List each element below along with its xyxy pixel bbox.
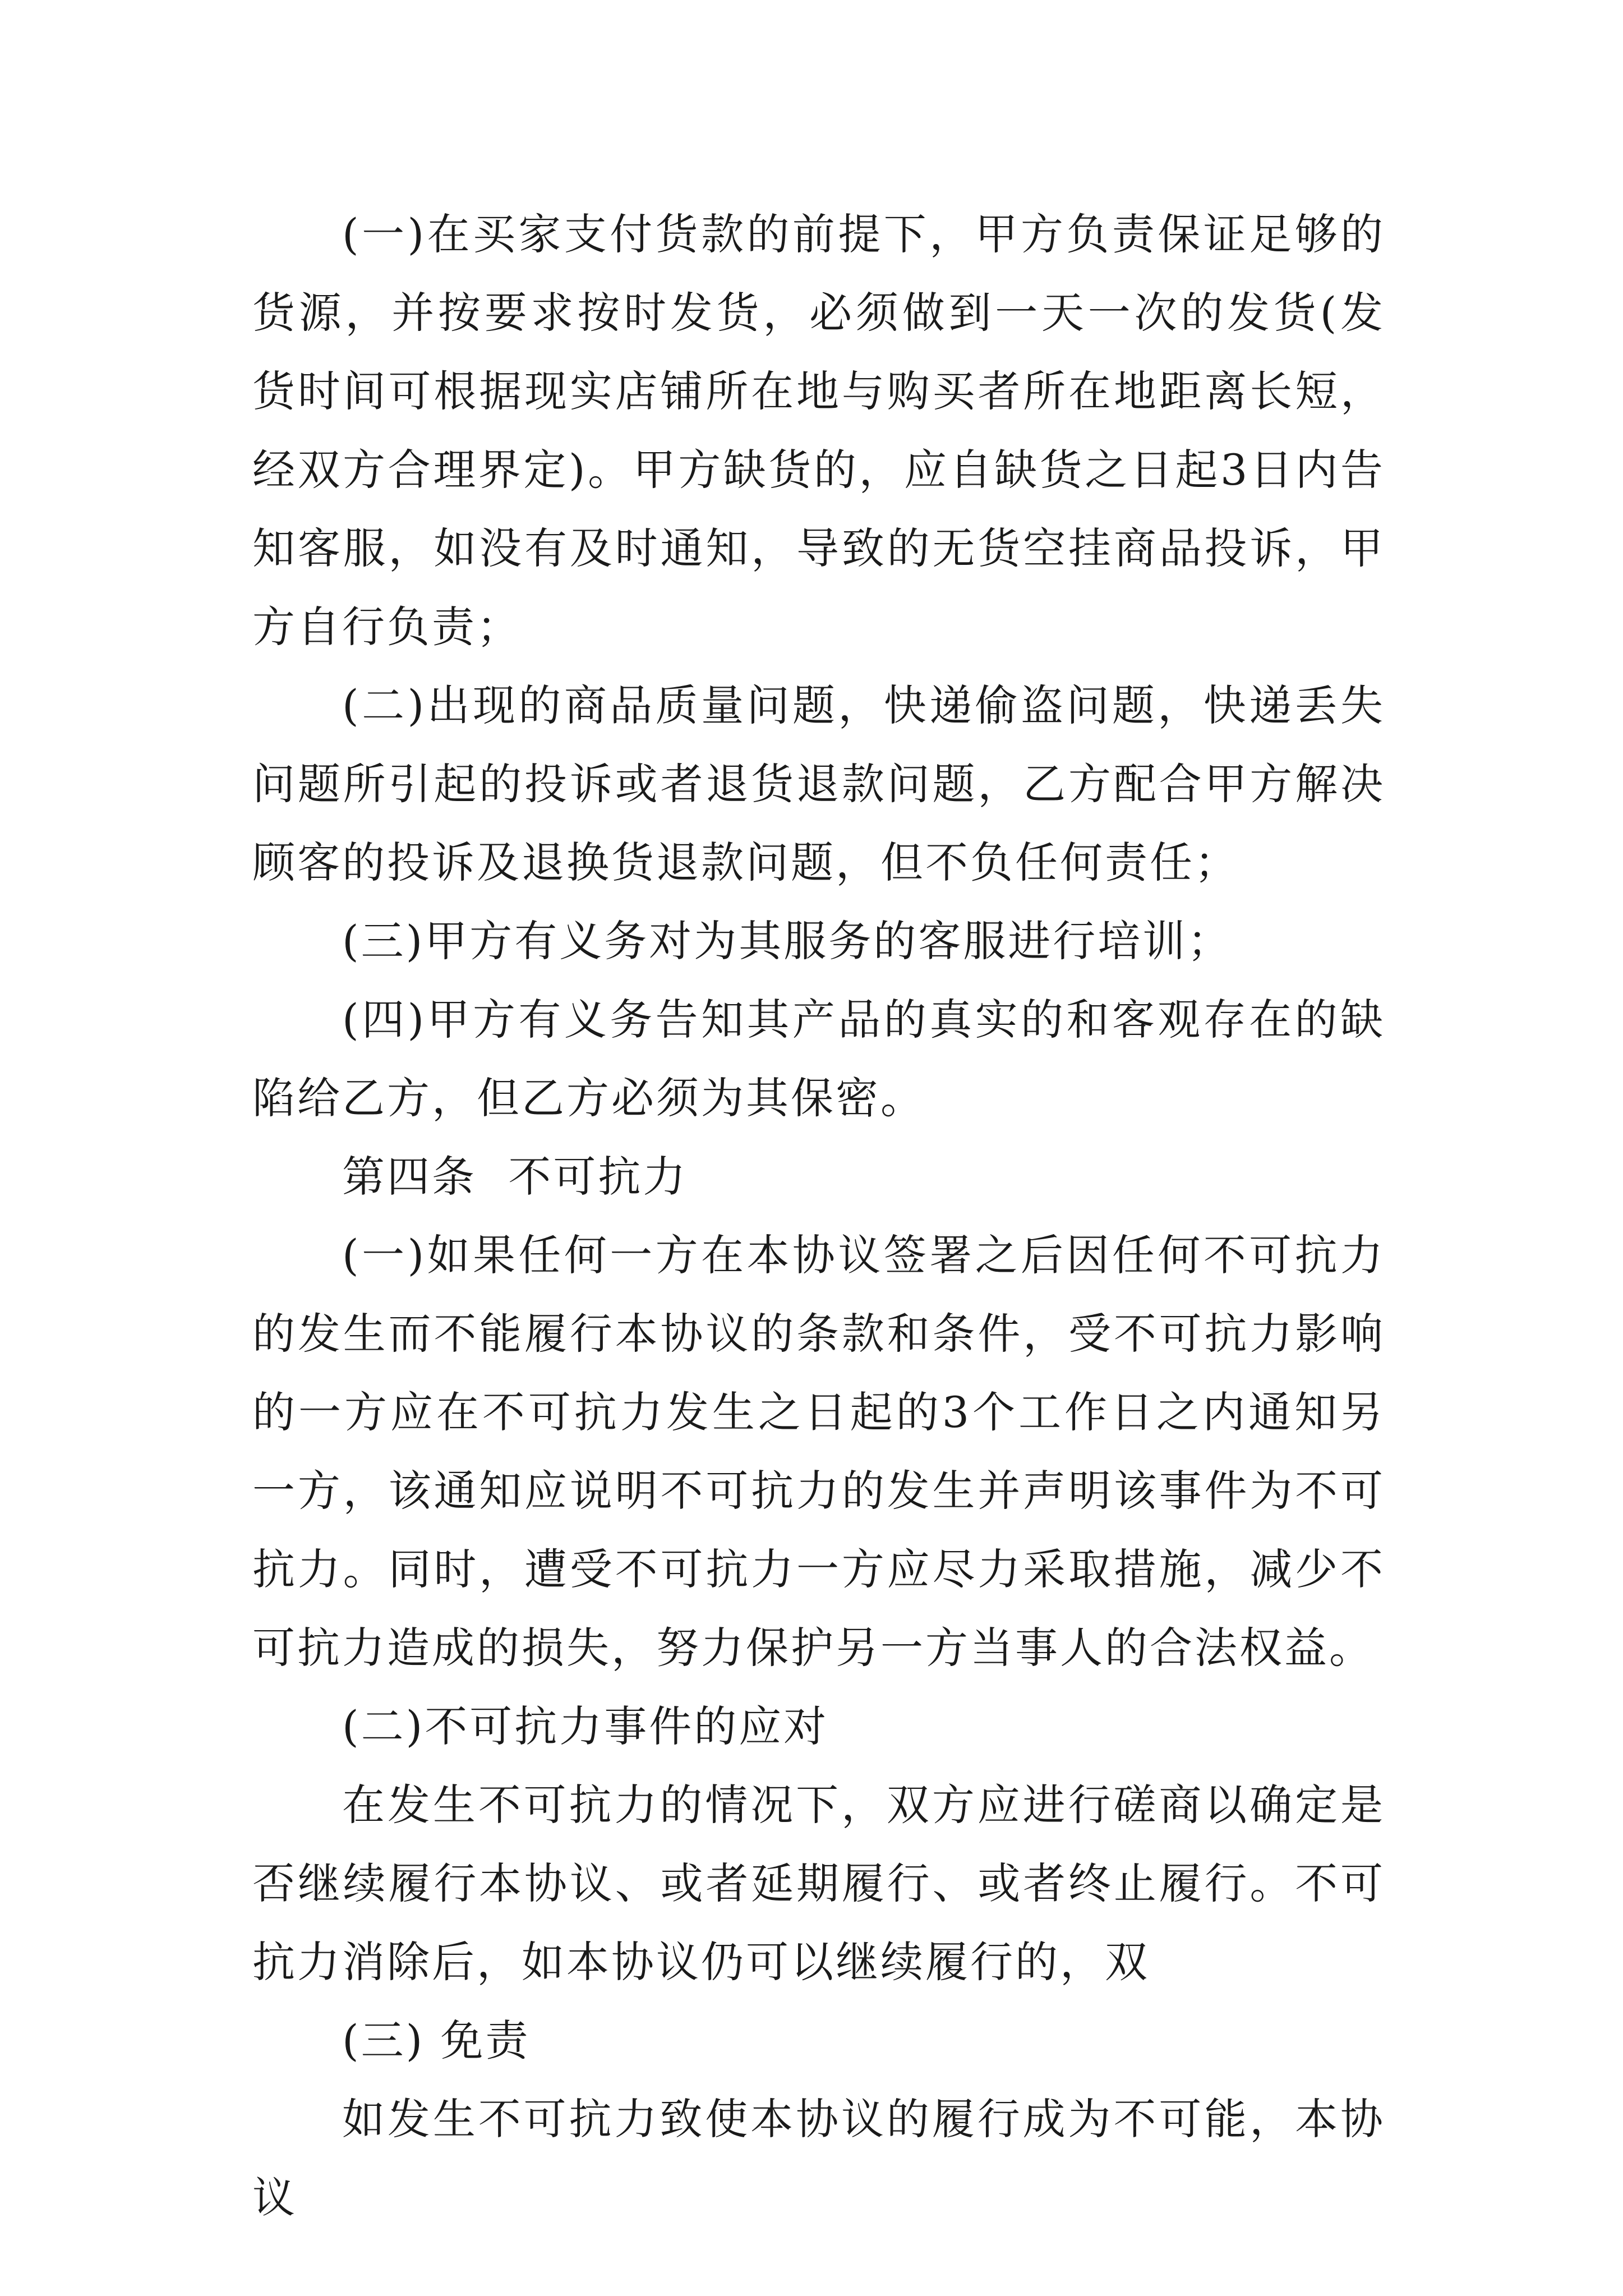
paragraph-seller-obligation-3: (三)甲方有义务对为其服务的客服进行培训； <box>342 916 1233 966</box>
section-heading-force-majeure: 第四条 不可抗力 <box>342 1152 688 1202</box>
subheading-force-majeure-response: (二)不可抗力事件的应对 <box>342 1701 829 1751</box>
paragraph-force-majeure-response: 在发生不可抗力的情况下，双方应进行磋商以确定是否继续履行本协议、或者延期履行、或者终止履行。不可抗力消除后，如本协议仍可以继续履行的，双 <box>252 1780 1385 1987</box>
paragraph-seller-obligation-1: (一)在买家支付货款的前提下，甲方负责保证足够的货源，并按要求按时发货，必须做到一天一次的发货(发货时间可根据现实店铺所在地与购买者所在地距离长短，经双方合理界定)。甲方缺货的，应自缺货之日起3日内告知客服，如没有及时通知，导致的无货空挂商品投诉，甲方自行负责； <box>252 209 1385 652</box>
document-body <box>252 195 1385 2237</box>
subheading-exemption: (三) 免责 <box>342 2016 531 2065</box>
paragraph-exemption: 如发生不可抗力致使本协议的履行成为不可能，本协议 <box>252 2094 1385 2223</box>
paragraph-force-majeure-1: (一)如果任何一方在本协议签署之后因任何不可抗力的发生而不能履行本协议的条款和条件，受不可抗力影响的一方应在不可抗力发生之日起的3个工作日之内通知另一方，该通知应说明不可抗力的发生并声明该事件为不可抗力。同时，遭受不可抗力一方应尽力采取措施，减少不可抗力造成的损失，努力保护另一方当事人的合法权益。 <box>252 1230 1385 1673</box>
paragraph-seller-obligation-4: (四)甲方有义务告知其产品的真实的和客观存在的缺陷给乙方，但乙方必须为其保密。 <box>252 995 1385 1123</box>
paragraph-seller-obligation-2: (二)出现的商品质量问题，快递偷盗问题，快递丢失问题所引起的投诉或者退货退款问题，乙方配合甲方解决顾客的投诉及退换货退款问题，但不负任何责任； <box>252 680 1385 887</box>
